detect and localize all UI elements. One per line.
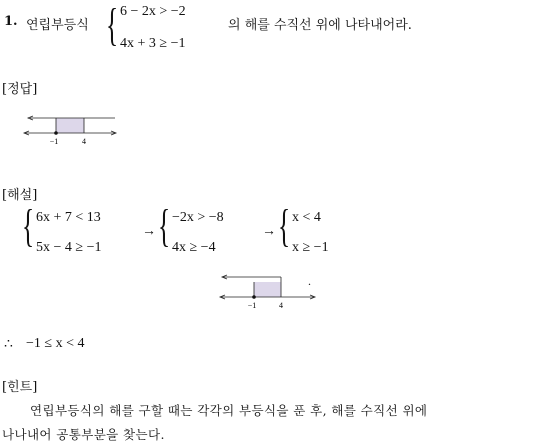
step2-inequality-1: −2x > −8 [172,210,224,225]
step1-inequality-2: 5x − 4 ≥ −1 [36,240,102,255]
therefore-symbol: ∴ [4,337,13,352]
problem-inequality-1: 6 − 2x > −2 [120,4,186,19]
step2-brace: { [158,200,171,251]
answer-solution-shade [56,118,84,133]
step1-brace: { [22,200,35,251]
problem-inequality-2: 4x + 3 ≥ −1 [120,36,186,51]
solution-number-line [218,270,318,312]
trailing-period: . [308,274,311,288]
answer-heading: [정답] [2,82,38,97]
step3-inequality-2: x ≥ −1 [292,240,329,255]
system-brace: { [106,0,119,50]
step-arrow-2: → [262,224,276,239]
problem-lead: 연립부등식 [26,18,89,33]
step2-inequality-2: 4x ≥ −4 [172,240,216,255]
problem-tail: 의 해를 수직선 위에 나타내어라. [228,18,412,33]
final-solution: −1 ≤ x < 4 [26,336,85,351]
step-arrow-1: → [142,224,156,239]
problem-number: 1. [4,14,18,29]
answer-closed-point-minus-1 [54,131,58,135]
solution-tick-4: 4 [279,301,283,310]
solution-closed-point-minus-1 [252,295,256,299]
solution-tick-minus-1: −1 [247,301,257,310]
answer-tick-4: 4 [82,137,86,146]
answer-tick-minus-1: −1 [49,137,59,146]
hint-heading: [힌트] [2,380,38,395]
solution-solution-shade [254,282,281,297]
step3-brace: { [278,200,291,251]
hint-line-2: 나나내어 공통부분을 찾는다. [2,427,165,442]
hint-line-1: 연립부등식의 해를 구할 때는 각각의 부등식을 푼 후, 해를 수직선 위에 [30,403,428,418]
step1-inequality-1: 6x + 7 < 13 [36,210,101,225]
solution-heading: [해설] [2,188,38,203]
step3-inequality-1: x < 4 [292,210,321,225]
answer-number-line [20,108,120,148]
